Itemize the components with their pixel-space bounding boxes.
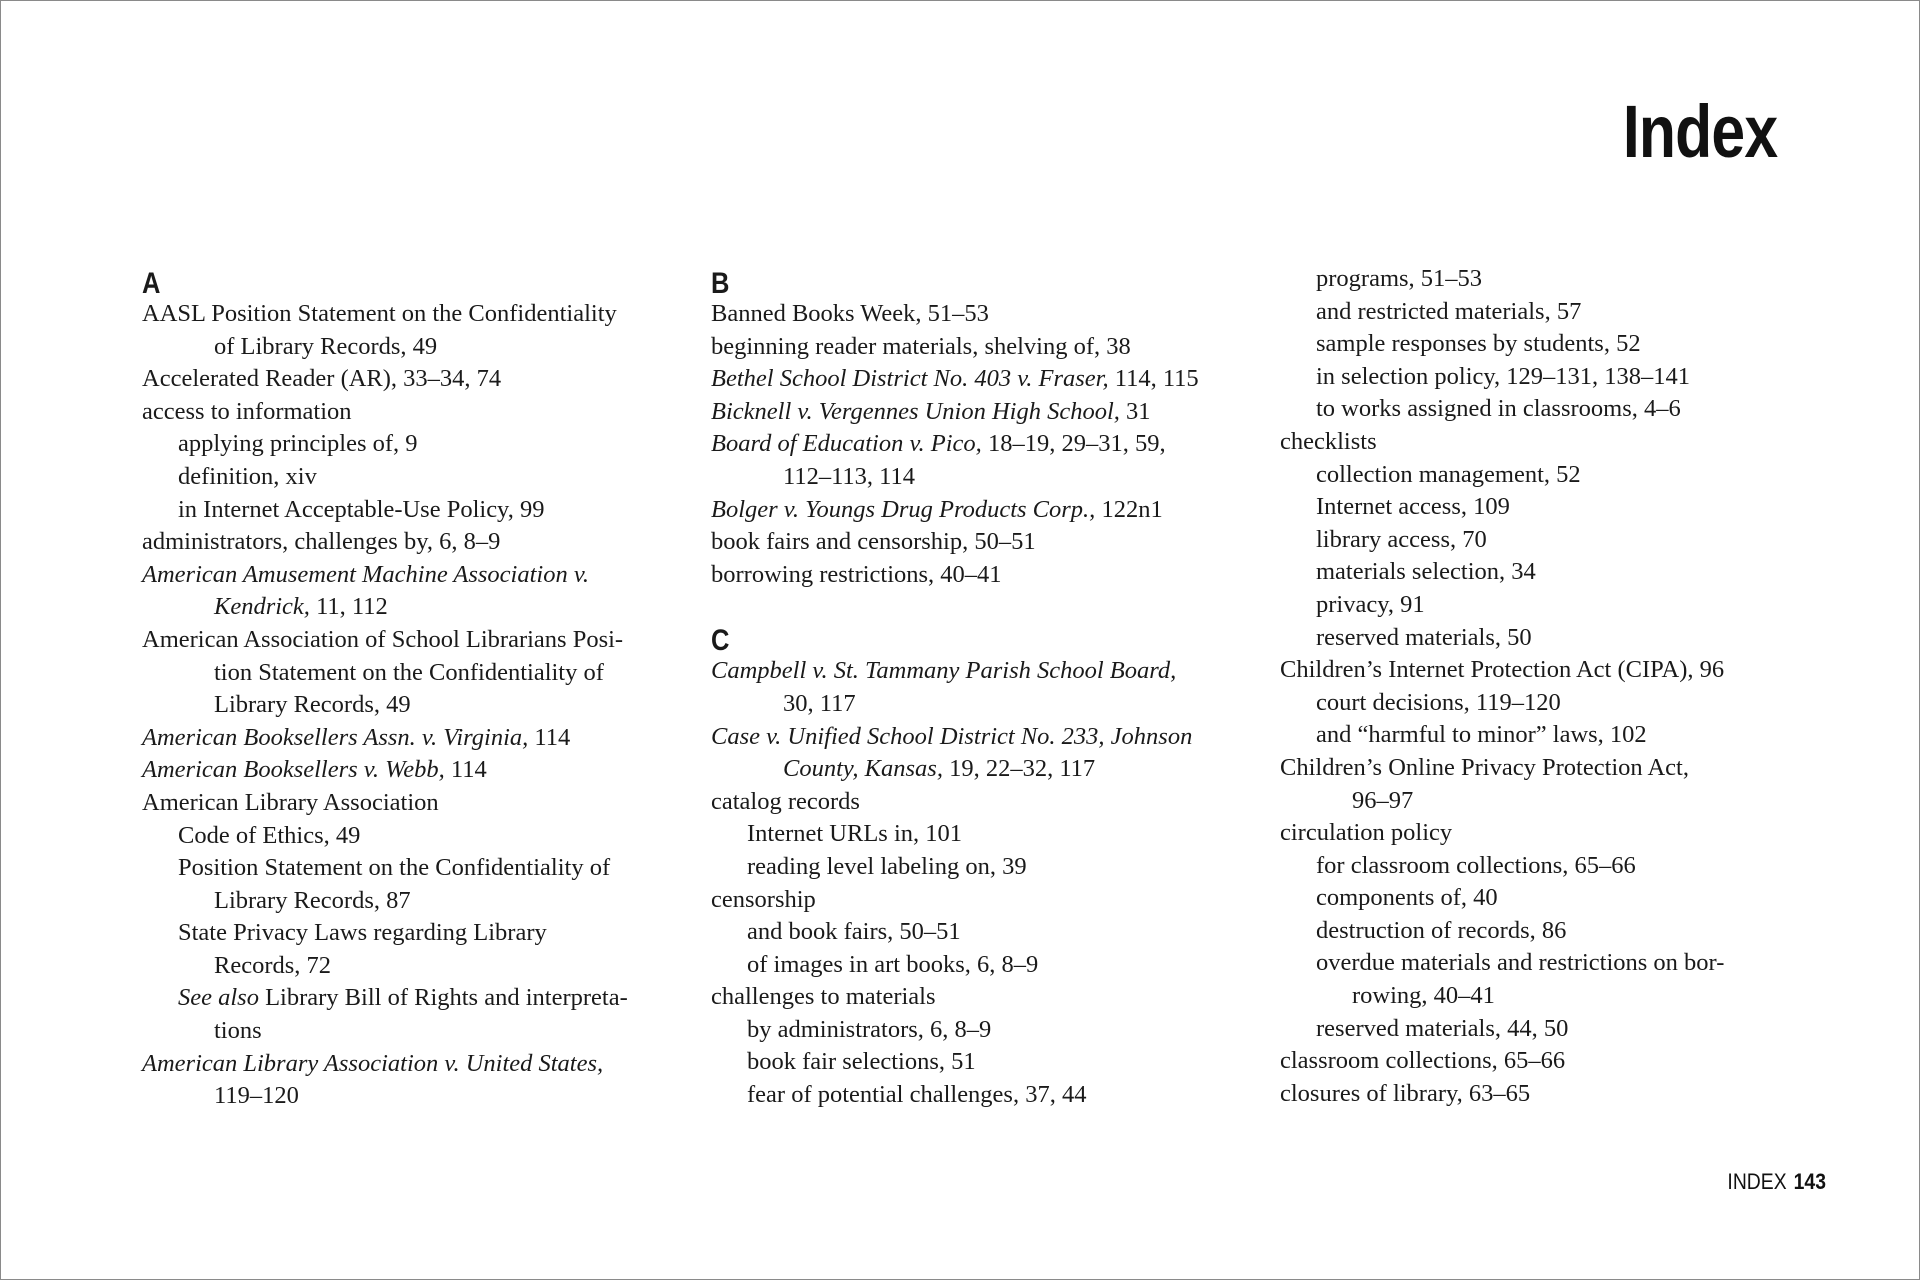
index-entry: Campbell v. St. Tammany Parish School Board, 30, 117 (711, 657, 1177, 717)
index-entry: Case v. Unified School District No. 233, Johnson County, Kansas, 19, 22–32, 117 (711, 722, 1193, 783)
index-subentry: for classroom collections, 65–66 (1316, 851, 1636, 879)
index-entry: Bolger v. Youngs Drug Products Corp., 122n1 (711, 495, 1163, 523)
index-entry: Bethel School District No. 403 v. Fraser, 114, 115 (711, 365, 1199, 393)
index-entry: borrowing restrictions, 40–41 (711, 560, 1002, 588)
index-subentry: and restricted materials, 57 (1316, 297, 1582, 325)
index-entry: Banned Books Week, 51–53 (711, 300, 989, 327)
index-entry: American Booksellers Assn. v. Virginia, 114 (142, 723, 571, 751)
index-entry: book fairs and censorship, 50–51 (711, 528, 1036, 556)
index-subentry: State Privacy Laws regarding Library Records, 72 (178, 919, 547, 979)
index-subentry: by administrators, 6, 8–9 (747, 1015, 992, 1043)
index-entry: American Library Association v. United States, 119–120 (142, 1049, 604, 1110)
footer-label: INDEX (1727, 1169, 1787, 1194)
index-entry: circulation policy (1280, 819, 1453, 847)
index-subentry: sample responses by students, 52 (1316, 330, 1641, 358)
index-subentry: in selection policy, 129–131, 138–141 (1316, 362, 1691, 390)
index-entry: administrators, challenges by, 6, 8–9 (142, 528, 501, 556)
index-subentry: Internet access, 109 (1316, 493, 1510, 521)
index-subentry: fear of potential challenges, 37, 44 (747, 1081, 1087, 1109)
index-subentry: definition, xiv (178, 462, 317, 490)
index-entry: American Booksellers v. Webb, 114 (142, 756, 487, 784)
index-subentry: reserved materials, 44, 50 (1316, 1014, 1569, 1042)
page-title: Index (1622, 90, 1777, 173)
index-entry: AASL Position Statement on the Confidentiality of Library Records, 49 (142, 300, 617, 360)
index-entry: checklists (1280, 427, 1377, 455)
index-entry: censorship (711, 885, 816, 913)
index-column-3 (1280, 263, 1810, 1110)
index-subentry: collection management, 52 (1316, 460, 1581, 488)
index-subentry: See also Library Bill of Rights and interpreta- tions (178, 984, 628, 1045)
index-subentry: Internet URLs in, 101 (747, 820, 963, 848)
index-entry: Board of Education v. Pico, 18–19, 29–31, 59, 112–113, 114 (711, 430, 1166, 490)
index-entry: beginning reader materials, shelving of, 38 (711, 332, 1131, 360)
index-entry: Children’s Internet Protection Act (CIPA), 96 (1280, 656, 1725, 684)
index-subentry: and “harmful to minor” laws, 102 (1316, 721, 1647, 749)
index-entry: catalog records (711, 787, 860, 815)
index-subentry: programs, 51–53 (1316, 265, 1483, 292)
index-subentry: book fair selections, 51 (747, 1048, 976, 1076)
index-subentry: overdue materials and restrictions on bor- rowing, 40–41 (1316, 949, 1725, 1010)
index-entry: Accelerated Reader (AR), 33–34, 74 (142, 365, 502, 393)
index-subentry: Position Statement on the Confidentiality of Library Records, 87 (178, 854, 611, 914)
index-entry: American Amusement Machine Association v. Kendrick, 11, 112 (142, 560, 590, 621)
index-entry: closures of library, 63–65 (1280, 1079, 1531, 1107)
index-subentry: reserved materials, 50 (1316, 623, 1532, 651)
section-letter-b: B (711, 267, 730, 300)
index-subentry: components of, 40 (1316, 884, 1498, 912)
index-entry: classroom collections, 65–66 (1280, 1047, 1566, 1075)
index-subentry: Code of Ethics, 49 (178, 821, 361, 849)
page-number: 143 (1793, 1169, 1826, 1194)
index-subentry: reading level labeling on, 39 (747, 852, 1027, 880)
index-column-2 (711, 266, 1241, 1112)
page-footer (1727, 1169, 1826, 1195)
index-entry: Children’s Online Privacy Protection Act, 96–97 (1280, 753, 1689, 814)
index-subentry: applying principles of, 9 (178, 430, 418, 458)
index-subentry: materials selection, 34 (1316, 558, 1536, 586)
index-entry: American Library Association (142, 788, 439, 816)
index-subentry: court decisions, 119–120 (1316, 688, 1561, 716)
index-subentry: to works assigned in classrooms, 4–6 (1316, 395, 1681, 423)
index-entry: Bicknell v. Vergennes Union High School, 31 (711, 397, 1151, 425)
index-subentry: in Internet Acceptable-Use Policy, 99 (178, 495, 545, 523)
index-subentry: privacy, 91 (1316, 590, 1425, 618)
index-entry: challenges to materials (711, 983, 936, 1011)
index-subentry: of images in art books, 6, 8–9 (747, 950, 1039, 978)
index-column-1 (142, 266, 672, 1113)
index-entry: access to information (142, 397, 352, 425)
index-entry: American Association of School Librarians Posi- tion Statement on the Confidentiality of Library Records, 49 (142, 625, 624, 719)
index-subentry: destruction of records, 86 (1316, 916, 1567, 944)
index-subentry: library access, 70 (1316, 525, 1487, 553)
section-letter-c: C (711, 624, 730, 658)
section-letter-a: A (142, 267, 161, 300)
index-subentry: and book fairs, 50–51 (747, 918, 961, 946)
